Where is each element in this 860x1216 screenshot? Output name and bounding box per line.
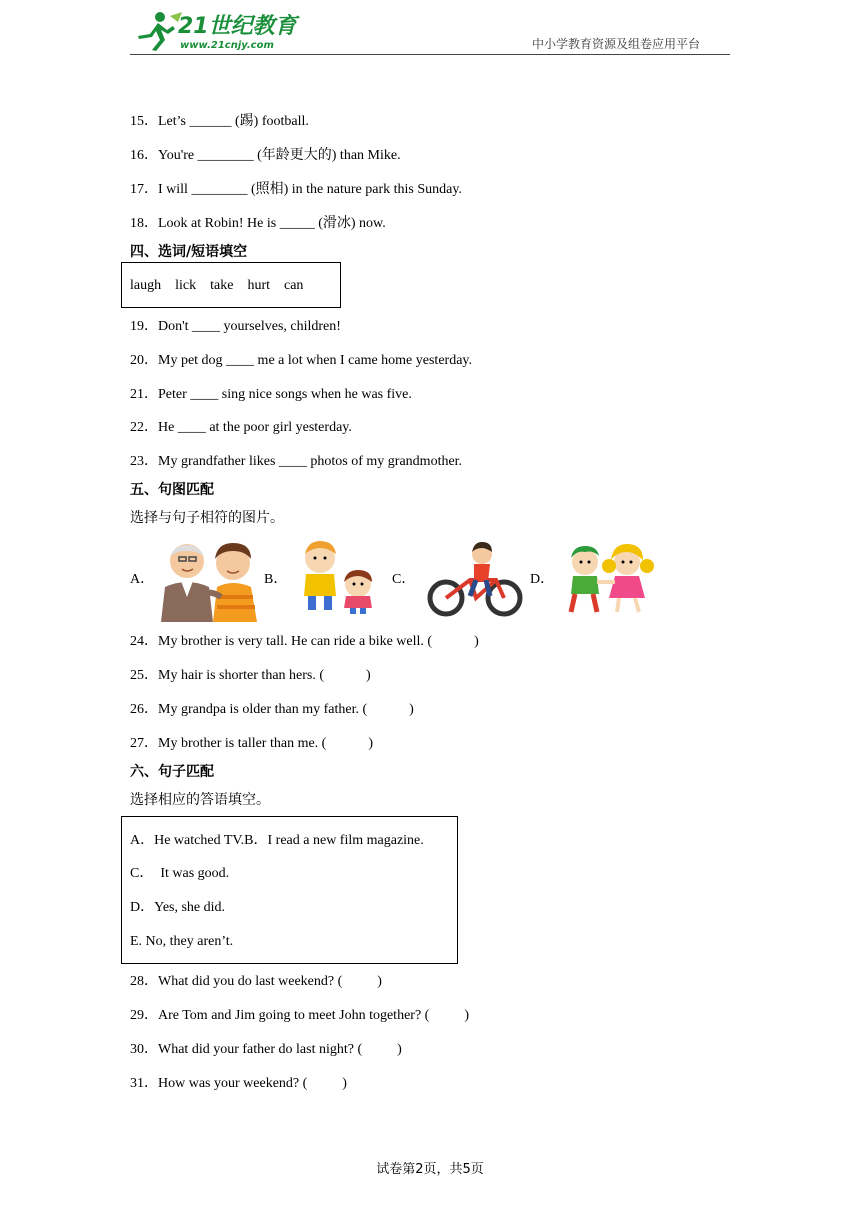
question-26: 26．My grandpa is older than my father. ( ) <box>130 702 414 717</box>
question-31: 31．How was your weekend? ( ) <box>130 1076 347 1091</box>
tall-and-short-kids-picture <box>288 538 388 614</box>
runner-logo-icon <box>130 10 182 52</box>
answer-options-box <box>121 816 458 964</box>
option-d-label: D． <box>530 572 555 587</box>
question-23: 23．My grandfather likes ____ photos of my grandmother. <box>130 454 463 469</box>
section-5-title: 五、句图匹配 <box>130 482 214 498</box>
word-bank-box <box>121 262 341 308</box>
boy-riding-bike-picture <box>424 540 526 618</box>
option-c-label: C． <box>392 572 416 587</box>
option-b-label: B． <box>264 572 288 587</box>
answer-c: C． It was good. <box>130 866 230 881</box>
word-can: can <box>284 278 304 293</box>
question-27: 27．My brother is taller than me. ( ) <box>130 736 374 751</box>
word-lick: lick <box>175 278 197 293</box>
question-29: 29．Are Tom and Jim going to meet John together? ( ) <box>130 1008 469 1023</box>
question-19: 19．Don't ____ yourselves, children! <box>130 319 341 334</box>
question-25: 25．My hair is shorter than hers. ( ) <box>130 668 371 683</box>
word-take: take <box>210 278 234 293</box>
question-16: 16．You're ________ (年龄更大的) than Mike. <box>130 148 401 163</box>
answer-d: D．Yes, she did. <box>130 900 226 915</box>
page-number: 试卷第2页，共5页 <box>376 1162 484 1177</box>
platform-title: 中小学教育资源及组卷应用平台 <box>532 37 701 51</box>
grandpa-and-man-picture <box>155 537 265 622</box>
question-28: 28．What did you do last weekend? ( ) <box>130 974 382 989</box>
logo-main-text: 21世纪教育 <box>178 14 297 39</box>
question-22: 22．He ____ at the poor girl yesterday. <box>130 420 352 435</box>
section-4-title: 四、选词/短语填空 <box>130 244 248 260</box>
section-6-title: 六、句子匹配 <box>130 764 214 780</box>
logo <box>130 10 305 54</box>
header-divider <box>130 54 730 55</box>
question-21: 21．Peter ____ sing nice songs when he was five. <box>130 387 412 402</box>
word-hurt: hurt <box>247 278 270 293</box>
section-5-instruction: 选择与句子相符的图片。 <box>130 510 284 526</box>
question-18: 18．Look at Robin! He is _____ (滑冰) now. <box>130 216 386 231</box>
logo-url-text: www.21cnjy.com <box>180 40 274 51</box>
question-17: 17．I will ________ (照相) in the nature park this Sunday. <box>130 182 462 197</box>
question-30: 30．What did your father do last night? ( ) <box>130 1042 402 1057</box>
question-20: 20．My pet dog ____ me a lot when I came home yesterday. <box>130 353 473 368</box>
option-a-label: A． <box>130 572 155 587</box>
answer-e: E. No, they aren’t. <box>130 934 234 949</box>
question-15: 15．Let’s ______ (踢) football. <box>130 114 309 129</box>
word-laugh: laugh <box>130 278 162 293</box>
answer-a-b: A．He watched TV.B．I read a new film magazine. <box>130 833 424 848</box>
section-6-instruction: 选择相应的答语填空。 <box>130 792 270 808</box>
boy-and-girl-picture <box>555 540 661 616</box>
question-24: 24．My brother is very tall. He can ride a bike well. ( ) <box>130 634 479 649</box>
word-bank <box>130 277 303 295</box>
